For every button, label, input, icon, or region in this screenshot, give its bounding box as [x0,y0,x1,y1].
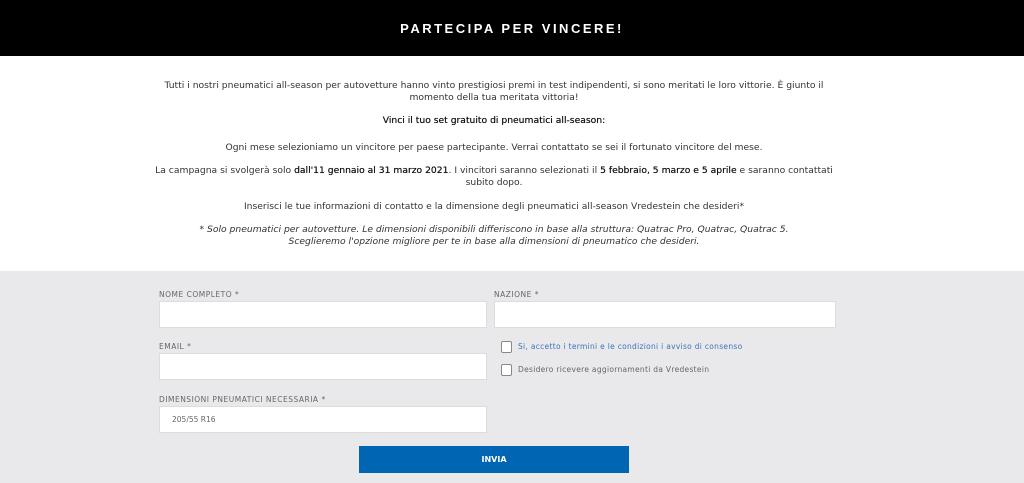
name-input[interactable] [159,301,487,328]
text: . I vincitori saranno selezionati il [448,165,601,176]
country-label: NAZIONE * [494,290,539,299]
win-heading: Vinci il tuo set gratuito di pneumatici all-season: [382,115,606,126]
tyre-size-input[interactable] [159,406,487,433]
email-label: EMAIL * [159,342,192,351]
page-title: PARTECIPA PER VINCERE! [400,20,624,36]
text: e saranno contattati subito dopo. [465,165,833,188]
updates-label: Desidero ricevere aggiornamenti da Vredestein [518,365,710,374]
name-label: NOME COMPLETO * [159,290,240,299]
monthly-paragraph: Ogni mese selezioniamo un vincitore per paese partecipante. Verrai contattato se sei il fortunato vincitore del mese. [225,142,763,153]
submit-button[interactable]: INVIA [359,446,629,473]
campaign-dates: dall'11 gennaio al 31 marzo 2021 [294,165,449,176]
text: La campagna si svolgerà solo [155,165,295,176]
country-input[interactable] [494,301,836,328]
intro-heading [150,115,838,127]
terms-link[interactable]: Si, accetto i termini e le condizioni i avviso di consenso [518,342,743,351]
footnote-text: * Solo pneumatici per autovetture. Le dimensioni disponibili differiscono in base alla struttura: Quatrac Pro, Quatrac, Quatrac 5. Sceglieremo l'opzione migliore per te in base alla dimensioni di pneumatico che desideri. [199,224,789,247]
campaign-paragraph [150,165,838,189]
footnote [190,224,798,248]
email-input[interactable] [159,353,487,380]
terms-checkbox[interactable] [501,341,512,353]
page-header [0,0,1024,56]
tyre-size-label: DIMENSIONI PNEUMATICI NECESSARIA * [159,395,326,404]
selection-dates: 5 febbraio, 5 marzo e 5 aprile [600,165,737,176]
instructions-paragraph: Inserisci le tue informazioni di contatto e la dimensione degli pneumatici all-season Vredestein che desideri* [243,201,745,212]
intro-paragraph: Tutti i nostri pneumatici all-season per autovetture hanno vinto prestigiosi premi in test indipendenti, si sono meritati le loro vittorie. È giunto il momento della tua meritata vittoria! [164,80,824,103]
updates-checkbox[interactable] [501,364,512,376]
